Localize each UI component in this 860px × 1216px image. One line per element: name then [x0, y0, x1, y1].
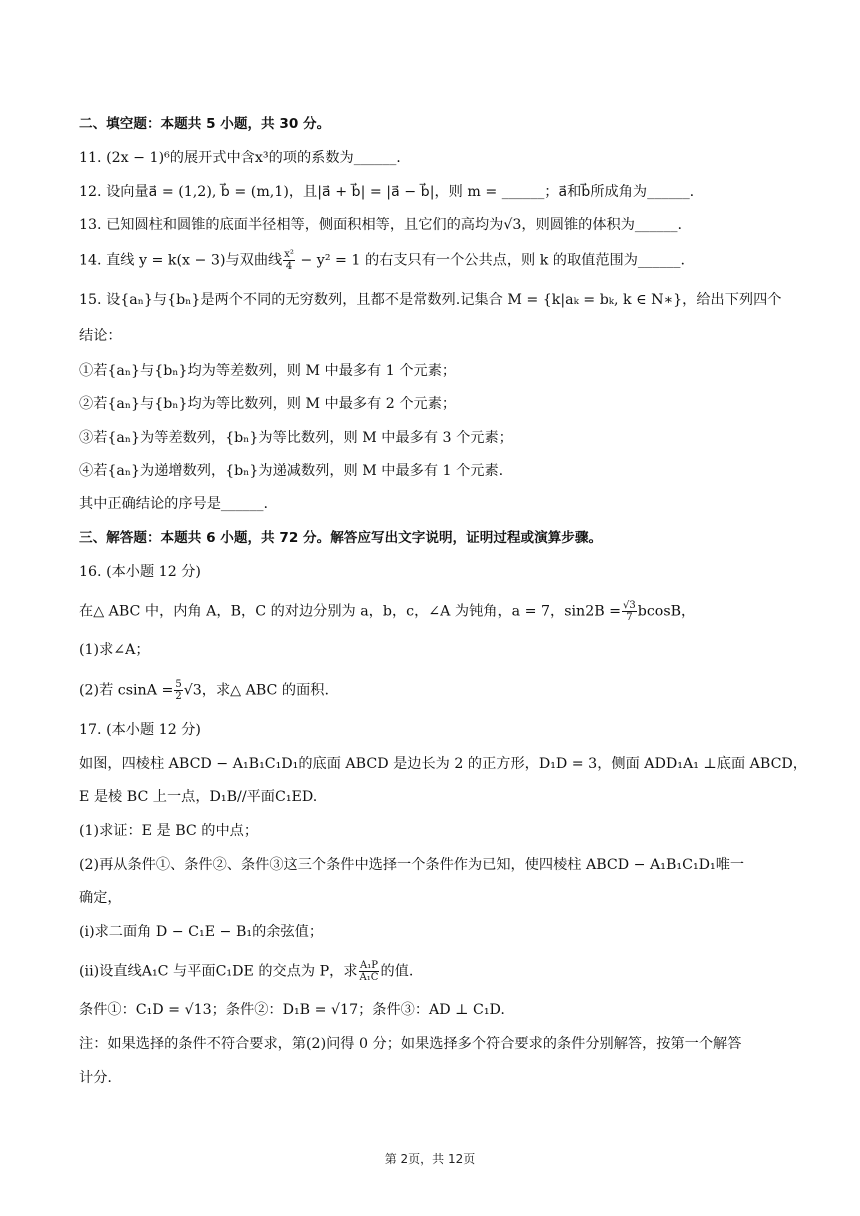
question-16-stem [79, 600, 695, 623]
fraction [174, 679, 182, 702]
question-15-conclusion-2: ②若{aₙ}与{bₙ}均为等比数列，则 M 中最多有 2 个元素； [79, 396, 457, 412]
question-17-part-ii-pre: (ii)设直线A₁C 与平面C₁DE 的交点为 P，求 [79, 963, 358, 980]
question-15-conclusion-1: ①若{aₙ}与{bₙ}均为等差数列，则 M 中最多有 1 个元素； [79, 363, 457, 379]
fraction-numerator: A₁P [360, 960, 378, 971]
fraction-numerator: x² [284, 249, 294, 260]
question-17-part-1: (1)求证：E 是 BC 的中点； [79, 823, 259, 839]
question-16-heading: 16. (本小题 12 分) [79, 564, 201, 580]
question-14 [79, 249, 685, 272]
question-17-note-line-1: 注：如果选择的条件不符合要求，第(2)问得 0 分；如果选择多个符合要求的条件分别解答，按第一个解答 [79, 1036, 742, 1052]
question-17-part-ii [79, 960, 413, 983]
fraction-denominator: A₁C [359, 972, 379, 983]
question-17-note-line-2: 计分. [79, 1070, 112, 1086]
question-13: 13. 已知圆柱和圆锥的底面半径相等，侧面积相等，且它们的高均为√3，则圆锥的体积为______. [79, 217, 682, 233]
question-16-part-2-pre: (2)若 csinA = [79, 682, 174, 699]
question-17-part-i: (i)求二面角 D − C₁E − B₁的余弦值； [79, 924, 324, 940]
fraction [359, 960, 380, 983]
question-17-stem-1: 如图，四棱柱 ABCD − A₁B₁C₁D₁的底面 ABCD 是边长为 2 的正方形，D₁D = 3，侧面 ADD₁A₁ ⊥底面 ABCD， [79, 756, 807, 772]
fraction-denominator: 7 [626, 612, 633, 623]
question-14-post: − y² = 1 的右支只有一个公共点，则 k 的取值范围为______. [295, 252, 686, 269]
fraction-numerator: 5 [175, 679, 182, 690]
fraction [622, 600, 637, 623]
page-number-footer: 第 2页，共 12页 [384, 1152, 476, 1166]
section-heading-solutions: 三、解答题：本题共 6 小题，共 72 分。解答应写出文字说明，证明过程或演算步骤。 [79, 530, 603, 546]
question-17-conditions: 条件①：C₁D = √13；条件②：D₁B = √17；条件③：AD ⊥ C₁D. [79, 1002, 505, 1018]
fraction-denominator: 2 [175, 691, 182, 702]
question-17-heading: 17. (本小题 12 分) [79, 722, 201, 738]
question-16-part-2 [79, 679, 329, 702]
question-16-stem-pre: 在△ ABC 中，内角 A，B，C 的对边分别为 a，b，c，∠A 为钝角，a = 7，sin2B = [79, 603, 622, 620]
question-17-part-ii-post: 的值. [380, 963, 414, 980]
question-11: 11. (2x − 1)⁶的展开式中含x³的项的系数为______. [79, 150, 401, 166]
fraction-denominator: 4 [285, 261, 293, 272]
question-14-pre: 14. 直线 y = k(x − 3)与双曲线 [79, 252, 283, 269]
question-15-ask: 其中正确结论的序号是______. [79, 496, 268, 512]
section-heading-fill-in: 二、填空题：本题共 5 小题，共 30 分。 [79, 116, 331, 132]
question-16-part-1: (1)求∠A； [79, 642, 150, 658]
question-17-stem-2: E 是棱 BC 上一点，D₁B//平面C₁ED. [79, 789, 318, 805]
question-15-conclusion-4: ④若{aₙ}为递增数列，{bₙ}为递减数列，则 M 中最多有 1 个元素. [79, 463, 504, 479]
question-15-line-2: 结论： [79, 328, 122, 344]
question-12: 12. 设向量a⃗ = (1,2), b⃗ = (m,1)，且|a⃗ + b⃗| = |a⃗ − b⃗|，则 m = ______；a⃗和b⃗所成角为______. [79, 184, 695, 200]
fraction [283, 249, 295, 272]
question-15-line-1: 15. 设{aₙ}与{bₙ}是两个不同的无穷数列，且都不是常数列.记集合 M = {k|aₖ = bₖ, k ∈ N∗}，给出下列四个 [79, 292, 782, 308]
question-15-conclusion-3: ③若{aₙ}为等差数列，{bₙ}为等比数列，则 M 中最多有 3 个元素； [79, 430, 513, 446]
question-16-part-2-post: √3，求△ ABC 的面积. [183, 682, 329, 699]
question-17-part-2-line-1: (2)再从条件①、条件②、条件③这三个条件中选择一个条件作为已知，使四棱柱 ABCD − A₁B₁C₁D₁唯一 [79, 857, 745, 873]
question-17-part-2-line-2: 确定， [79, 890, 122, 906]
question-16-stem-post: bcosB， [637, 603, 696, 620]
fraction-numerator: √3 [623, 600, 636, 611]
